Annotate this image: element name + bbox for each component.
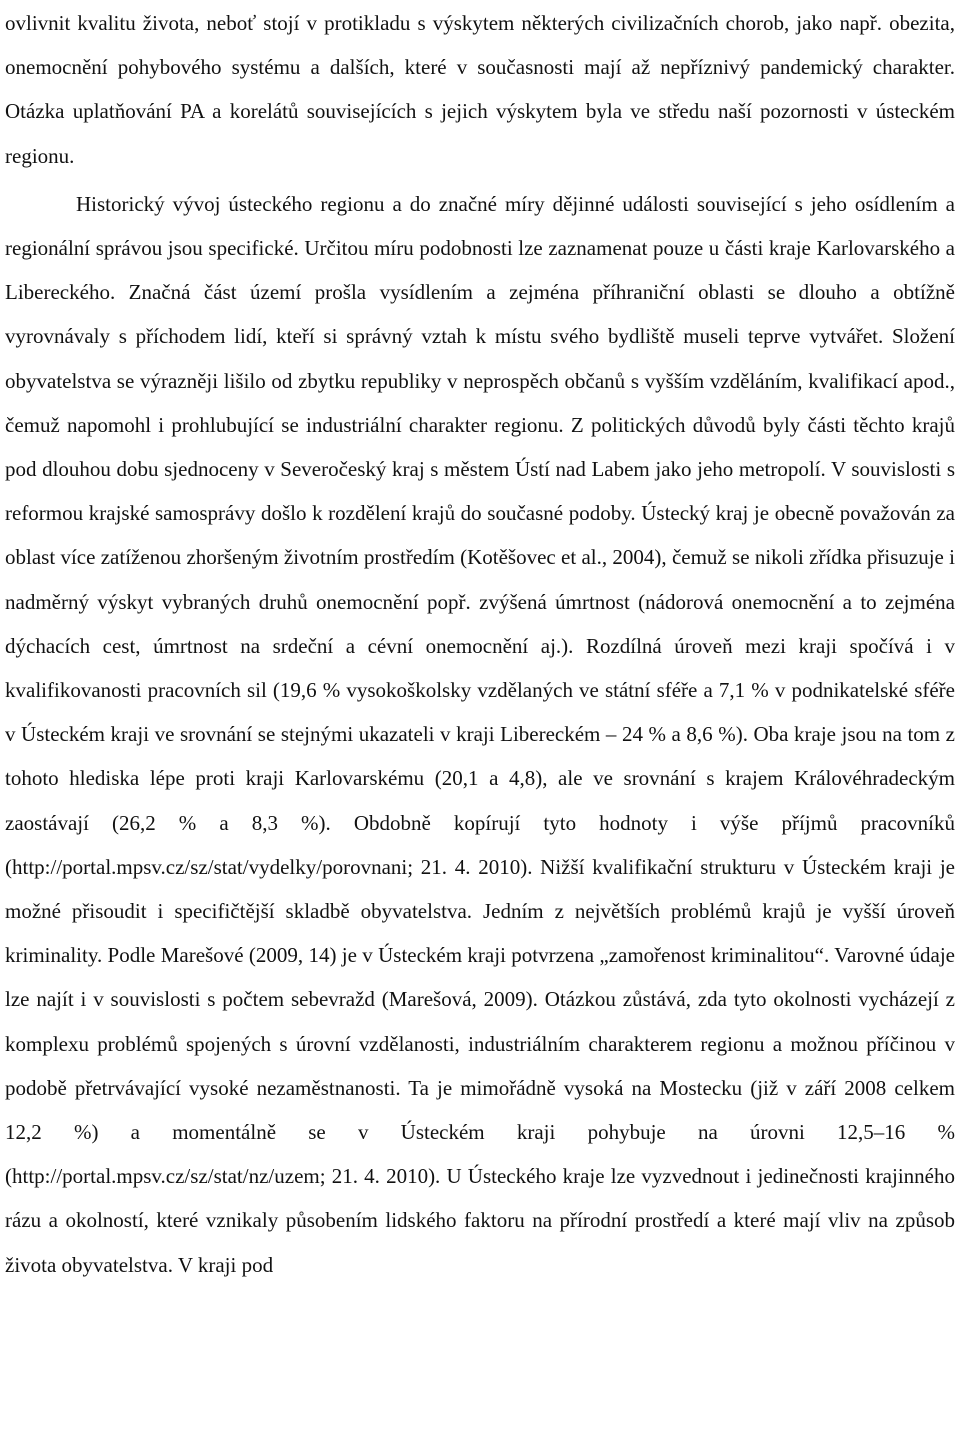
paragraph-regional-history: Historický vývoj ústeckého regionu a do značné míry dějinné události související s jeho osídlením a regionální správou jsou specifické. Určitou míru podobnosti lze zaznamenat pouze u části kraje Karlovarského a Libereckého. Značná část území prošla vysídlením a zejména příhraniční oblasti se dlouho a obtížně vyrovnávaly s příchodem lidí, kteří si správný vztah k místu svého bydliště museli teprve vytvářet. Složení obyvatelstva se výrazněji lišilo od zbytku republiky v neprospěch občanů s vyšším vzděláním, kvalifikací apod., čemuž napomohl i prohlubující se industriální charakter regionu. Z politických důvodů byly části těchto krajů pod dlouhou dobu sjednoceny v Severočeský kraj s městem Ústí nad Labem jako jeho metropolí. V souvislosti s reformou krajské samosprávy došlo k rozdělení krajů do současné podoby. Ústecký kraj je obecně považován za oblast více zatíženou zhoršeným životním prostředím (Kotěšovec et al., 2004), čemuž se nikoli zřídka přisuzuje i nadměrný výskyt vybraných druhů onemocnění popř. zvýšená úmrtnost (nádorová onemocnění a to zejména dýchacích cest, úmrtnost na srdeční a cévní onemocnění aj.). Rozdílná úroveň mezi kraji spočívá i v kvalifikovanosti pracovních sil (19,6 % vysokoškolsky vzdělaných ve státní sféře a 7,1 % v podnikatelské sféře v Ústeckém kraji ve srovnání se stejnými ukazateli v kraji Libereckém – 24 % a 8,6 %). Oba kraje jsou na tom z tohoto hlediska lépe proti kraji Karlovarskému (20,1 a 4,8), ale ve srovnání s krajem Královéhradeckým zaostávají (26,2 % a 8,3 %). Obdobně kopírují tyto hodnoty i výše příjmů pracovníků (http://portal.mpsv.cz/sz/stat/vydelky/porovnani; 21. 4. 2010). Nižší kvalifikační strukturu v Ústeckém kraji je možné přisoudit i specifičtější skladbě obyvatelstva. Jedním z největších problémů krajů je vyšší úroveň kriminality. Podle Marešové (2009, 14) je v Ústeckém kraji potvrzena „zamořenost kriminalitou“. Varovné údaje lze najít i v souvislosti s počtem sebevražd (Marešová, 2009). Otázkou zůstává, zda tyto okolnosti vycházejí z komplexu problémů spojených s úrovní vzdělanosti, industriálním charakterem regionu a možnou příčinou v podobě přetrvávající vysoké nezaměstnanosti. Ta je mimořádně vysoká na Mostecku (již v září 2008 celkem 12,2 %) a momentálně se v Ústeckém kraji pohybuje na úrovni 12,5–16 % (http://portal.mpsv.cz/sz/stat/nz/uzem; 21. 4. 2010). U Ústeckého kraje lze vyzvednout i jedinečnosti krajinného rázu a okolností, které vznikaly působením lidského faktoru na přírodní prostředí a které mají vliv na způsob života obyvatelstva. V kraji pod: [5, 191, 955, 1277]
paragraph-continued: ovlivnit kvalitu života, neboť stojí v protikladu s výskytem některých civilizačních chorob, jako např. obezita, onemocnění pohybového systému a dalších, které v současnosti mají až nepříznivý pandemický charakter. Otázka uplatňování PA a korelátů souvisejících s jejich výskytem byla ve středu naší pozornosti v ústeckém regionu.: [5, 11, 955, 168]
